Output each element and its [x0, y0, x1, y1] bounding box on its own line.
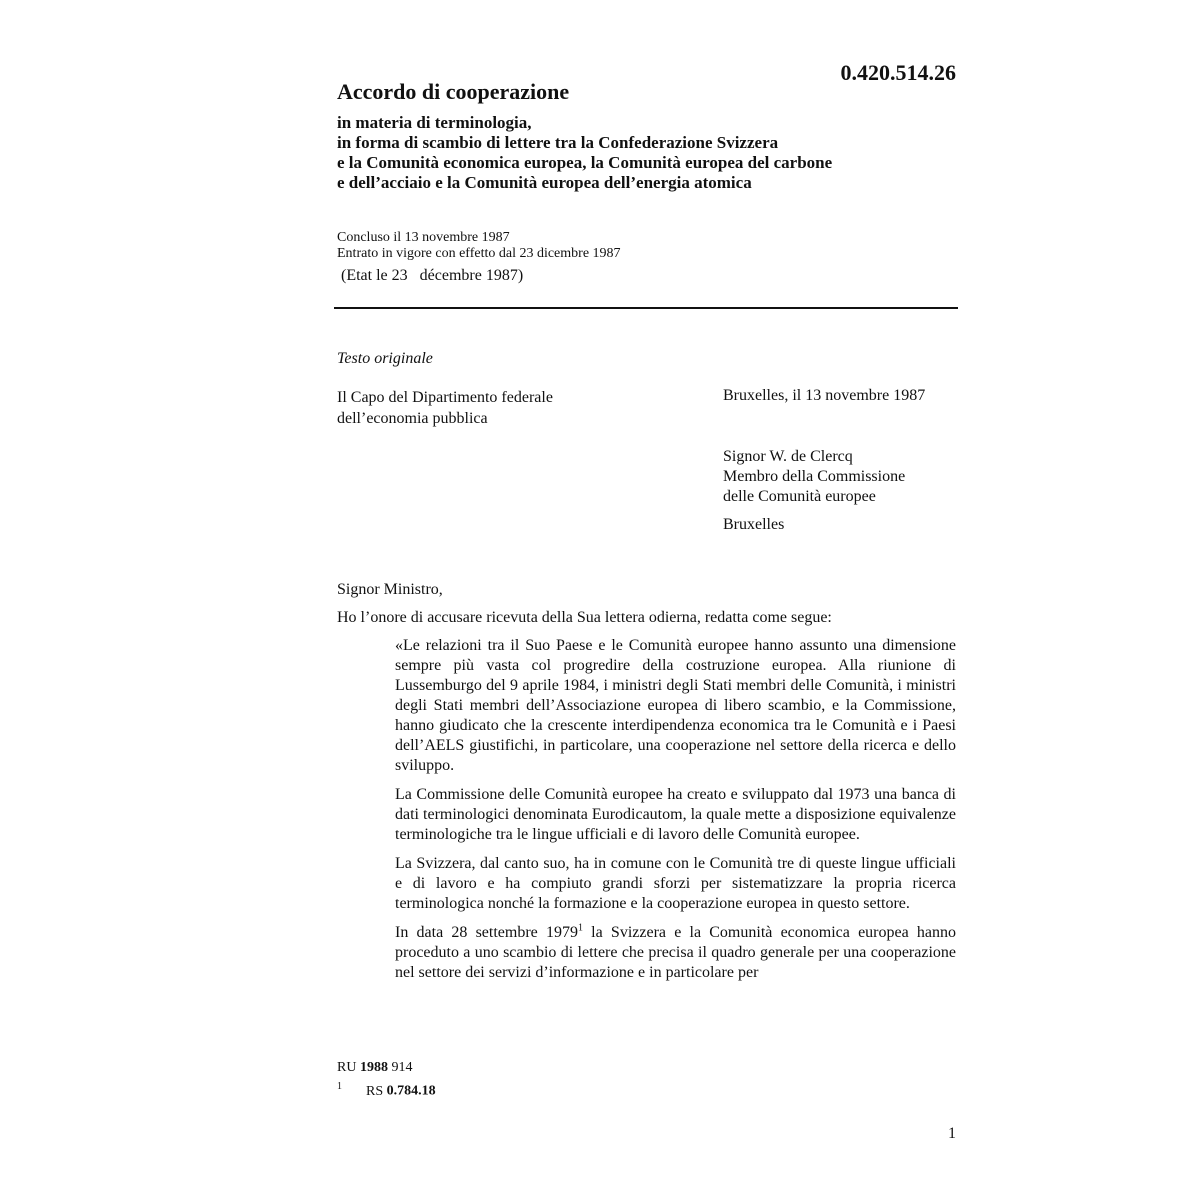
ru-prefix: RU: [337, 1060, 360, 1075]
header-divider: [334, 307, 958, 309]
subtitle-line: e la Comunità economica europea, la Comunità europea del carbone: [337, 153, 833, 172]
recipient-line: delle Comunità europee: [723, 488, 876, 505]
footnote-prefix: RS: [366, 1083, 387, 1099]
in-force-date: Entrato in vigore con effetto dal 23 dicembre 1987: [337, 246, 621, 261]
concluded-date: Concluso il 13 novembre 1987: [337, 230, 510, 245]
sender-line: dell’economia pubblica: [337, 410, 488, 427]
place-date: Bruxelles, il 13 novembre 1987: [723, 387, 926, 404]
subtitle-line: in materia di terminologia,: [337, 113, 532, 132]
quote-paragraph: La Svizzera, dal canto suo, ha in comune con le Comunità tre di queste lingue ufficiali e di lavoro e ha compiuto grandi sforzi per sistematizzare la propria ricerca terminologica nonché la formazione e la cooperazione europea in questo settore.: [395, 855, 956, 912]
ru-year: 1988: [359, 1060, 388, 1075]
quoted-letter: [395, 636, 956, 992]
intro-sentence: Ho l’onore di accusare ricevuta della Sua lettera odierna, redatta come segue:: [337, 609, 832, 626]
quote-paragraph: [395, 923, 956, 983]
sender-block: [337, 387, 553, 429]
quote-paragraph: La Commissione delle Comunità europee ha creato e sviluppato dal 1973 una banca di dati terminologici denominata Eurodicautom, la quale mette a disposizione equivalenze terminologiche tra le lingue ufficiali e di lavoro delle Comunità europee.: [395, 786, 956, 843]
official-collection-reference: [337, 1060, 412, 1076]
status-date: (Etat le 23 décembre 1987): [341, 267, 524, 284]
subtitle-line: in forma di scambio di lettere tra la Confederazione Svizzera: [337, 133, 779, 152]
treaty-dates: [337, 230, 621, 262]
footnote: [337, 1081, 436, 1100]
recipient-block: [723, 447, 905, 507]
paragraph-text: la Svizzera e la Comunità economica europea hanno proceduto a uno scambio di lettere che precisa il quadro generale per una cooperazione nel settore dei servizi d’informazione e in particolare per: [395, 924, 957, 981]
paragraph-text: In data 28 settembre 1979: [395, 924, 578, 941]
footnote-reference: 1: [577, 922, 583, 934]
salutation: Signor Ministro,: [337, 581, 443, 598]
quote-paragraph: «Le relazioni tra il Suo Paese e le Comunità europee hanno assunto una dimensione sempre più vasta col progredire della costruzione europea. Alla riunione di Lussemburgo del 9 aprile 1984, i ministri degli Stati membri delle Comunità, i ministri degli Stati membri dell’Associazione europea di libero scambio, e la Commissione, hanno giudicato che la crescente interdipendenza economica tra le Comunità e i Paesi dell’AELS giustifichi, in particolare, una cooperazione nel settore della ricerca e dello sviluppo.: [395, 637, 956, 774]
system-number: 0.420.514.26: [840, 60, 956, 85]
ru-page: 914: [387, 1060, 413, 1075]
subtitle-line: e dell’acciaio e la Comunità europea dell’energia atomica: [337, 173, 752, 192]
footnote-ref: 0.784.18: [386, 1083, 436, 1099]
recipient-city: Bruxelles: [723, 516, 785, 533]
footnote-mark: 1: [337, 1081, 342, 1092]
page-number: 1: [948, 1125, 956, 1142]
document-title: Accordo di cooperazione: [337, 79, 570, 104]
original-text-label: Testo originale: [337, 350, 433, 367]
sender-line: Il Capo del Dipartimento federale: [337, 389, 553, 406]
document-subtitle: [337, 113, 832, 193]
recipient-line: Membro della Commissione: [723, 468, 906, 485]
recipient-line: Signor W. de Clercq: [723, 448, 853, 465]
